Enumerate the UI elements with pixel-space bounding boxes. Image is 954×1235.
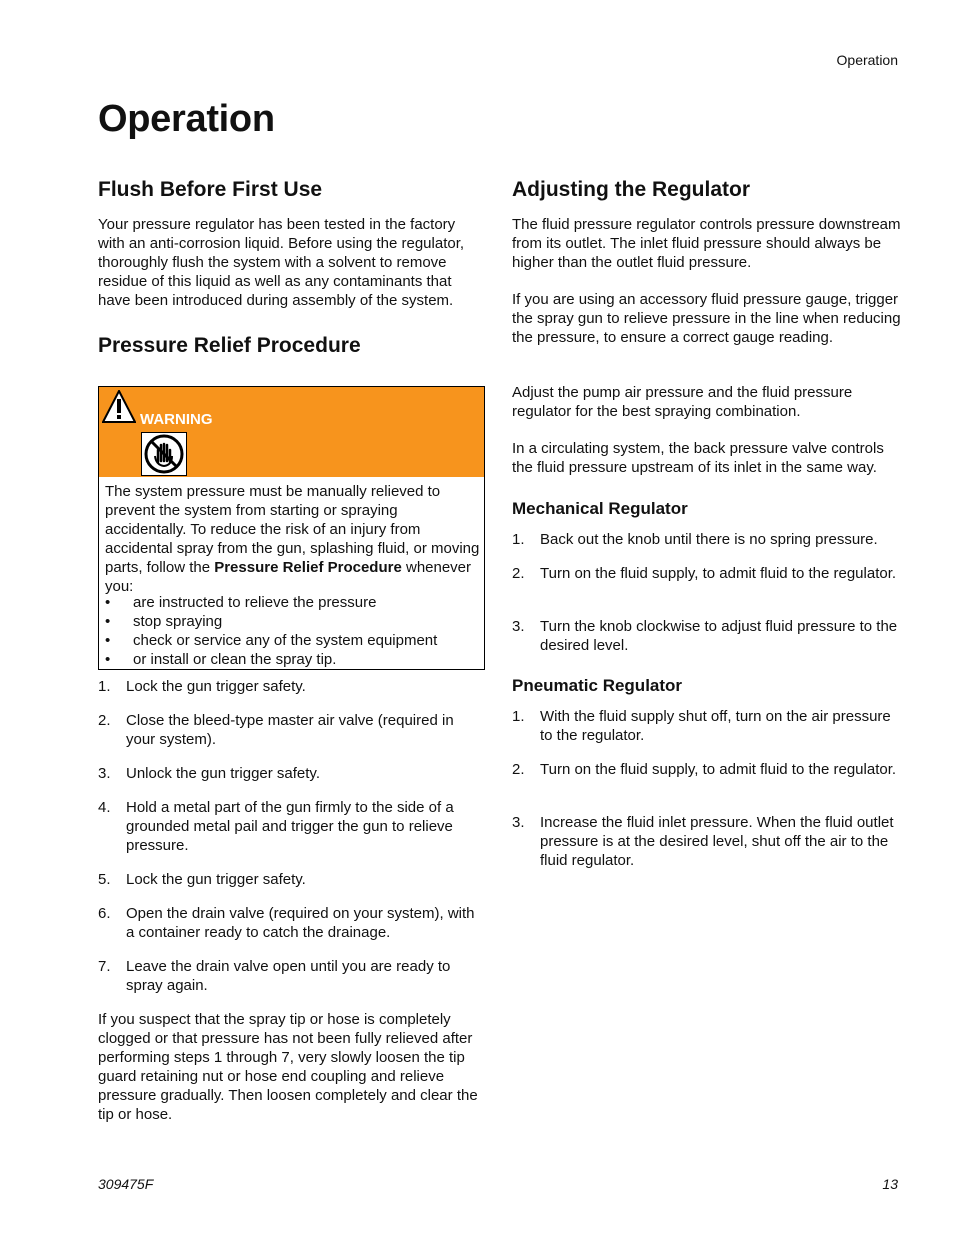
step-text: Turn on the fluid supply, to admit fluid to the regulator.: [540, 565, 897, 582]
doc-number: 309475F: [98, 1176, 154, 1192]
step-text: With the fluid supply shut off, turn on the air pressure to the regulator.: [540, 708, 891, 744]
step-text: Leave the drain valve open until you are ready to spray again.: [126, 958, 451, 994]
adjusting-para: In a circulating system, the back pressure valve controls the fluid pressure upstream of its inlet in the same way.: [512, 440, 884, 476]
warning-bullet-list: [105, 593, 480, 669]
step-text: Open the drain valve (required on your system), with a container ready to catch the drainage.: [126, 905, 475, 941]
warning-text-bold: Pressure Relief Procedure: [214, 559, 402, 576]
bullet-item: • or install or clean the spray tip.: [105, 651, 337, 668]
step-number: 2.: [98, 712, 111, 729]
bullet-text: check or service any of the system equipment: [133, 632, 438, 649]
relief-closing: If you suspect that the spray tip or hose is completely clogged or that pressure has not been fully relieved after performing steps 1 through 7, very slowly loosen the tip guard retaining nut or hose end coupling and relieve pressure gradually. Then loosen completely and clear the tip or hose.: [98, 1011, 478, 1123]
pneumatic-heading: Pneumatic Regulator: [512, 676, 683, 695]
page-number: 13: [882, 1176, 898, 1192]
step-number: 1.: [98, 678, 111, 695]
adjusting-heading: Adjusting the Regulator: [512, 178, 750, 201]
adjusting-para: The fluid pressure regulator controls pressure downstream from its outlet. The inlet fluid pressure should always be higher than the outlet fluid pressure.: [512, 216, 901, 271]
warning-box: [98, 386, 485, 670]
step-text: Lock the gun trigger safety.: [126, 871, 306, 888]
warning-text-part: whenever you:: [105, 559, 472, 595]
step-text: Turn the knob clockwise to adjust fluid pressure to the desired level.: [540, 618, 898, 654]
relief-heading: Pressure Relief Procedure: [98, 334, 361, 357]
adjusting-para: Adjust the pump air pressure and the fluid pressure regulator for the best spraying combination.: [512, 384, 853, 420]
bullet-item: • check or service any of the system equipment: [105, 632, 438, 649]
step-number: 4.: [98, 799, 111, 816]
warning-label: WARNING: [140, 411, 213, 428]
warning-text-part: The system pressure must be manually relieved to prevent the system from starting or spraying accidentally. To reduce the risk of an injury from accidental spray from the gun, splashing fluid, or moving parts, follow the: [105, 483, 480, 576]
step-number: 5.: [98, 871, 111, 888]
step-text: Turn on the fluid supply, to admit fluid to the regulator.: [540, 761, 897, 778]
step-text: Lock the gun trigger safety.: [126, 678, 306, 695]
bullet-text: are instructed to relieve the pressure: [133, 594, 377, 611]
hand-injury-icon: [141, 432, 187, 476]
step-text: Unlock the gun trigger safety.: [126, 765, 320, 782]
step-text: Increase the fluid inlet pressure. When the fluid outlet pressure is at the desired level, shut off the air to the fluid regulator.: [540, 814, 894, 869]
step-text: Close the bleed-type master air valve (required in your system).: [126, 712, 454, 748]
step-number: 6.: [98, 905, 111, 922]
flush-body: Your pressure regulator has been tested in the factory with an anti-corrosion liquid. Before using the regulator, thoroughly flush the system with a solvent to remove residue of this liquid as well as any contaminants that have been introduced during assembly of the system.: [98, 216, 465, 309]
step-text: Hold a metal part of the gun firmly to the side of a grounded metal pail and trigger the gun to relieve pressure.: [126, 799, 454, 854]
step-number: 2.: [512, 761, 525, 778]
running-head: Operation: [836, 52, 898, 68]
warning-triangle-icon: [102, 390, 136, 424]
step-number: 1.: [512, 531, 525, 548]
step-number: 1.: [512, 708, 525, 725]
step-text: Back out the knob until there is no spring pressure.: [540, 531, 878, 548]
bullet-text: or install or clean the spray tip.: [133, 651, 337, 668]
warning-text: [105, 482, 480, 596]
step-number: 7.: [98, 958, 111, 975]
bullet-item: • are instructed to relieve the pressure: [105, 594, 377, 611]
bullet-item: • stop spraying: [105, 613, 223, 630]
warning-header: [99, 387, 484, 477]
bullet-text: stop spraying: [133, 613, 223, 630]
flush-heading: Flush Before First Use: [98, 178, 323, 201]
step-number: 3.: [512, 618, 525, 635]
step-number: 2.: [512, 565, 525, 582]
page-title: Operation: [98, 98, 275, 140]
step-number: 3.: [512, 814, 525, 831]
adjusting-para: If you are using an accessory fluid pressure gauge, trigger the spray gun to relieve pressure in the line when reducing the pressure, to ensure a correct gauge reading.: [512, 291, 901, 346]
mechanical-heading: Mechanical Regulator: [512, 499, 688, 518]
step-number: 3.: [98, 765, 111, 782]
